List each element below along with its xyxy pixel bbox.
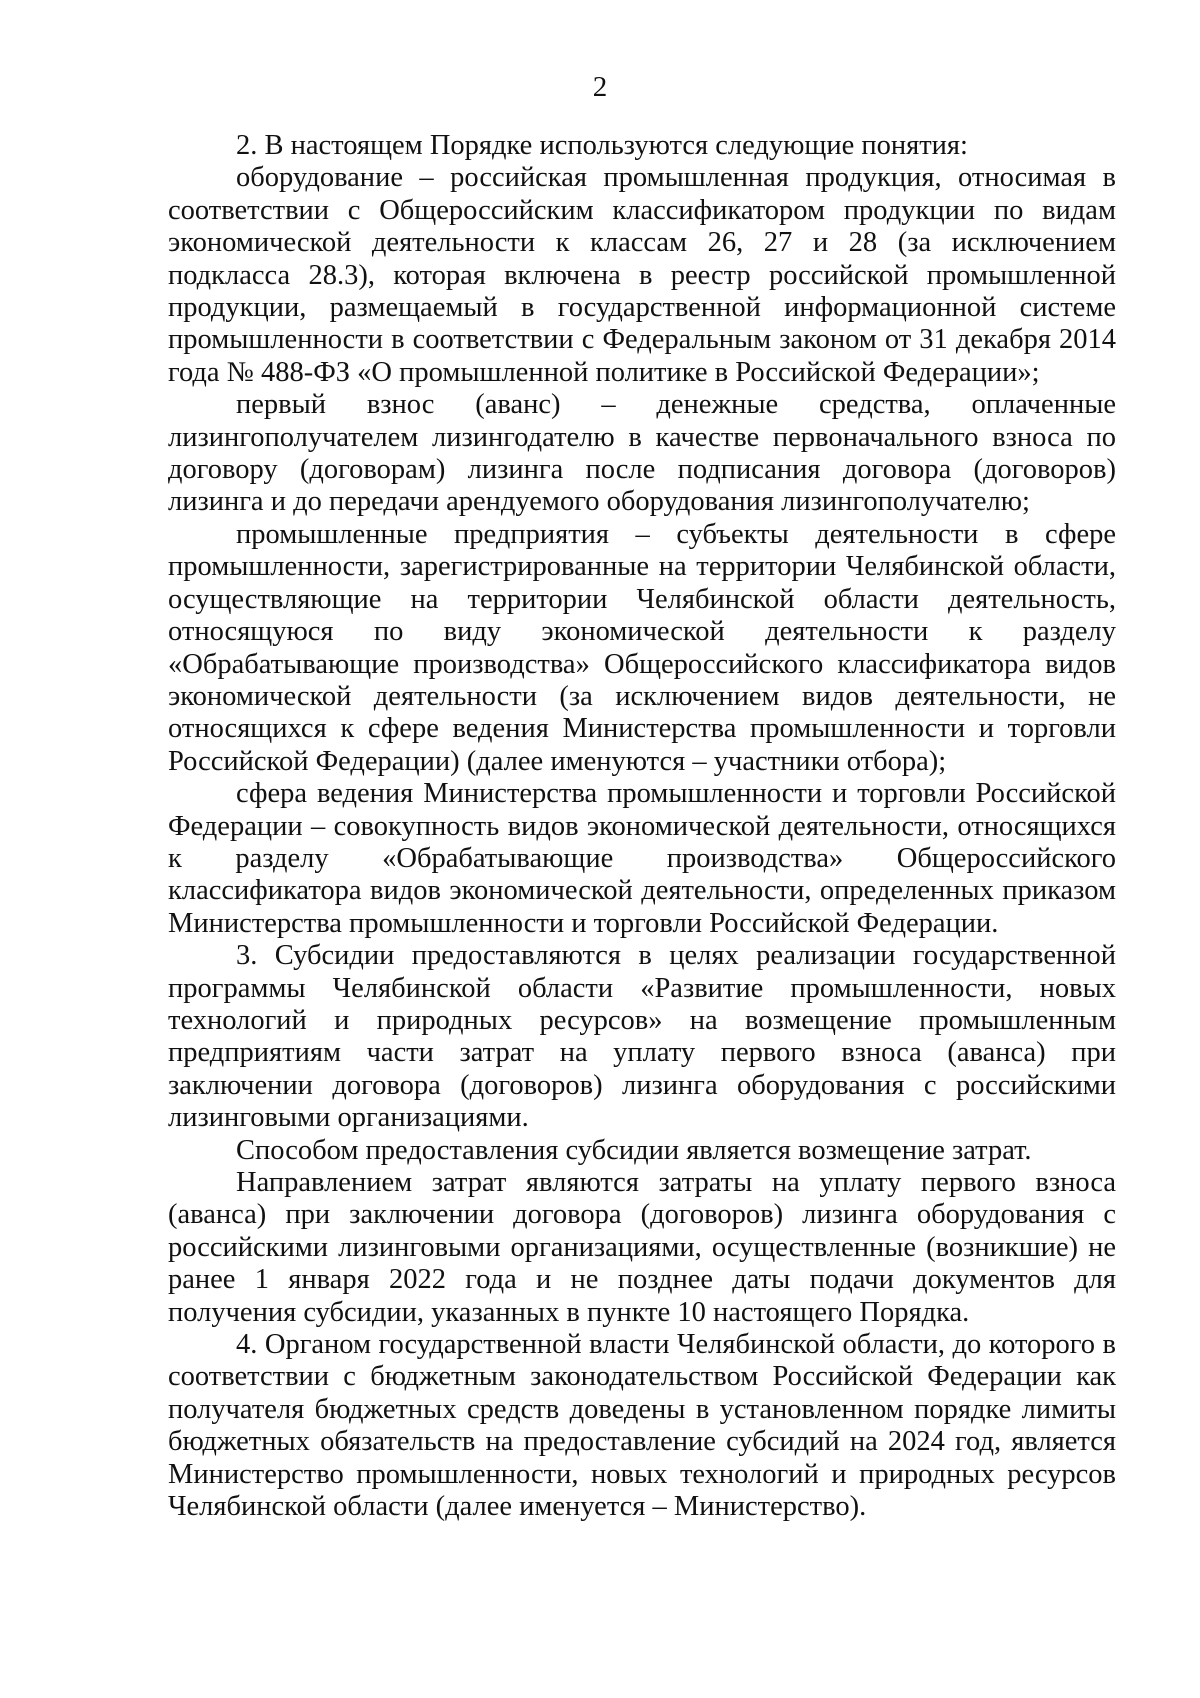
paragraph-definitions-intro: 2. В настоящем Порядке используются следующие понятия:	[236, 130, 968, 161]
paragraph-ministry-scope-definition: сфера ведения Министерства промышленности и торговли Российской Федерации – совокупность видов экономической деятельности, относящихся к разделу «Обрабатывающие производства» Общероссийского классификатора видов экономической деятельности, определенных приказом Министерства промышленности и торговли Российской Федерации.	[168, 778, 1116, 939]
paragraph-equipment-definition: оборудование – российская промышленная продукция, относимая в соответствии с Общероссийским классификатором продукции по видам экономической деятельности к классам 26, 27 и 28 (за исключением подкласса 28.3), которая включена в реестр российской промышленной продукции, размещаемый в государственной информационной системе промышленности в соответствии с Федеральным законом от 31 декабря 2014 года № 488-ФЗ «О промышленной политике в Российской Федерации»;	[168, 162, 1116, 388]
page-number: 2	[592, 71, 608, 103]
document-body	[168, 130, 1116, 1523]
paragraph-subsidy-purpose: 3. Субсидии предоставляются в целях реализации государственной программы Челябинской области «Развитие промышленности, новых технологий и природных ресурсов» на возмещение промышленным предприятиям части затрат на уплату первого взноса (аванса) при заключении договора (договоров) лизинга оборудования с российскими лизинговыми организациями.	[168, 940, 1116, 1134]
paragraph-first-payment-definition: первый взнос (аванс) – денежные средства, оплаченные лизингополучателем лизингодателю в качестве первоначального взноса по договору (договорам) лизинга после подписания договора (договоров) лизинга и до передачи арендуемого оборудования лизингополучателю;	[168, 389, 1116, 518]
paragraph-cost-direction: Направлением затрат являются затраты на уплату первого взноса (аванса) при заключении договора (договоров) лизинга оборудования с российскими лизинговыми организациями, осуществленные (возникшие) не ранее 1 января 2022 года и не позднее даты подачи документов для получения субсидии, указанных в пункте 10 настоящего Порядка.	[168, 1167, 1116, 1328]
paragraph-industrial-enterprises-definition: промышленные предприятия – субъекты деятельности в сфере промышленности, зарегистрированные на территории Челябинской области, осуществляющие на территории Челябинской области деятельность, относящуюся по виду экономической деятельности к разделу «Обрабатывающие производства» Общероссийского классификатора видов экономической деятельности (за исключением видов деятельности, не относящихся к сфере ведения Министерства промышленности и торговли Российской Федерации) (далее именуются – участники отбора);	[168, 518, 1116, 777]
paragraph-subsidy-method: Способом предоставления субсидии является возмещение затрат.	[236, 1134, 1032, 1166]
paragraph-responsible-authority: 4. Органом государственной власти Челябинской области, до которого в соответствии с бюджетным законодательством Российской Федерации как получателя бюджетных средств доведены в установленном порядке лимиты бюджетных обязательств на предоставление субсидий на 2024 год, является Министерство промышленности, новых технологий и природных ресурсов Челябинской области (далее именуется – Министерство).	[168, 1329, 1116, 1523]
